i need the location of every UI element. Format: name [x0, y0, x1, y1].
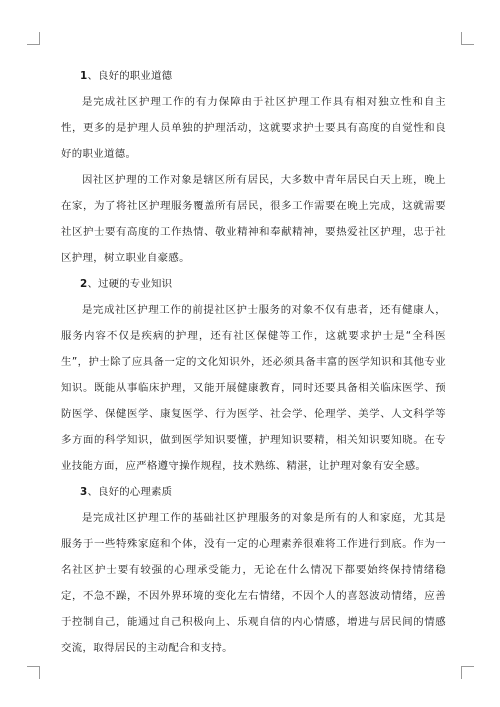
crop-mark-bottom-left: [27, 666, 40, 679]
section-number: 2: [80, 278, 88, 290]
document-body: [61, 63, 446, 661]
paragraph: 因社区护理的工作对象是辖区所有居民，大多数中青年居民白天上班，晚上在家，为了将社区护理服务覆盖所有居民，很多工作需要在晚上完成，这就需要社区护士要有高度的工作热情、敬业精神和奉献精神，要热爱社区护理，忠于社区护理，树立职业自豪感。: [61, 174, 446, 264]
section-number: 3: [80, 486, 88, 498]
crop-mark-top-left: [27, 32, 40, 45]
section-title: 、过硬的专业知识: [87, 278, 173, 290]
section-heading: [61, 479, 446, 505]
section-title: 、良好的职业道德: [87, 70, 173, 82]
section-heading: [61, 63, 446, 89]
section-psychological-quality: [61, 479, 446, 661]
section-number: 1: [80, 70, 88, 82]
section-professional-ethics: [61, 63, 446, 271]
section-title: 、良好的心理素质: [87, 486, 173, 498]
paragraph: 是完成社区护理工作的前提社区护士服务的对象不仅有患者，还有健康人，服务内容不仅是疾病的护理，还有社区保健等工作，这就要求护士是“全科医生”，护士除了应具备一定的文化知识外，还必须具备丰富的医学知识和其他专业知识。既能从事临床护理，又能开展健康教育，同时还要具备相关临床医学、预防医学、保健医学、康复医学、行为医学、社会学、伦理学、美学、人文科学等多方面的科学知识，做到医学知识要懂，护理知识要精，相关知识要知晓。在专业技能方面，应严格遵守操作规程，技术熟练、精湛，让护理对象有安全感。: [61, 304, 446, 472]
crop-mark-bottom-right: [461, 666, 474, 679]
crop-mark-top-right: [461, 32, 474, 45]
paragraph: 是完成社区护理工作的基础社区护理服务的对象是所有的人和家庭，尤其是服务于一些特殊家庭和个体，没有一定的心理素养很难将工作进行到底。作为一名社区护士要有较强的心理承受能力，无论在什么情况下都要始终保持情绪稳定，不急不躁，不因外界环境的变化左右情绪，不因个人的喜怒波动情绪，应善于控制自己，能通过自己积极向上、乐观自信的内心情感，增进与居民间的情感交流，取得居民的主动配合和支持。: [61, 512, 446, 654]
section-heading: [61, 271, 446, 297]
section-professional-knowledge: [61, 271, 446, 479]
paragraph: 是完成社区护理工作的有力保障由于社区护理工作具有相对独立性和自主性，更多的是护理人员单独的护理活动，这就要求护士要具有高度的自觉性和良好的职业道德。: [61, 96, 446, 160]
